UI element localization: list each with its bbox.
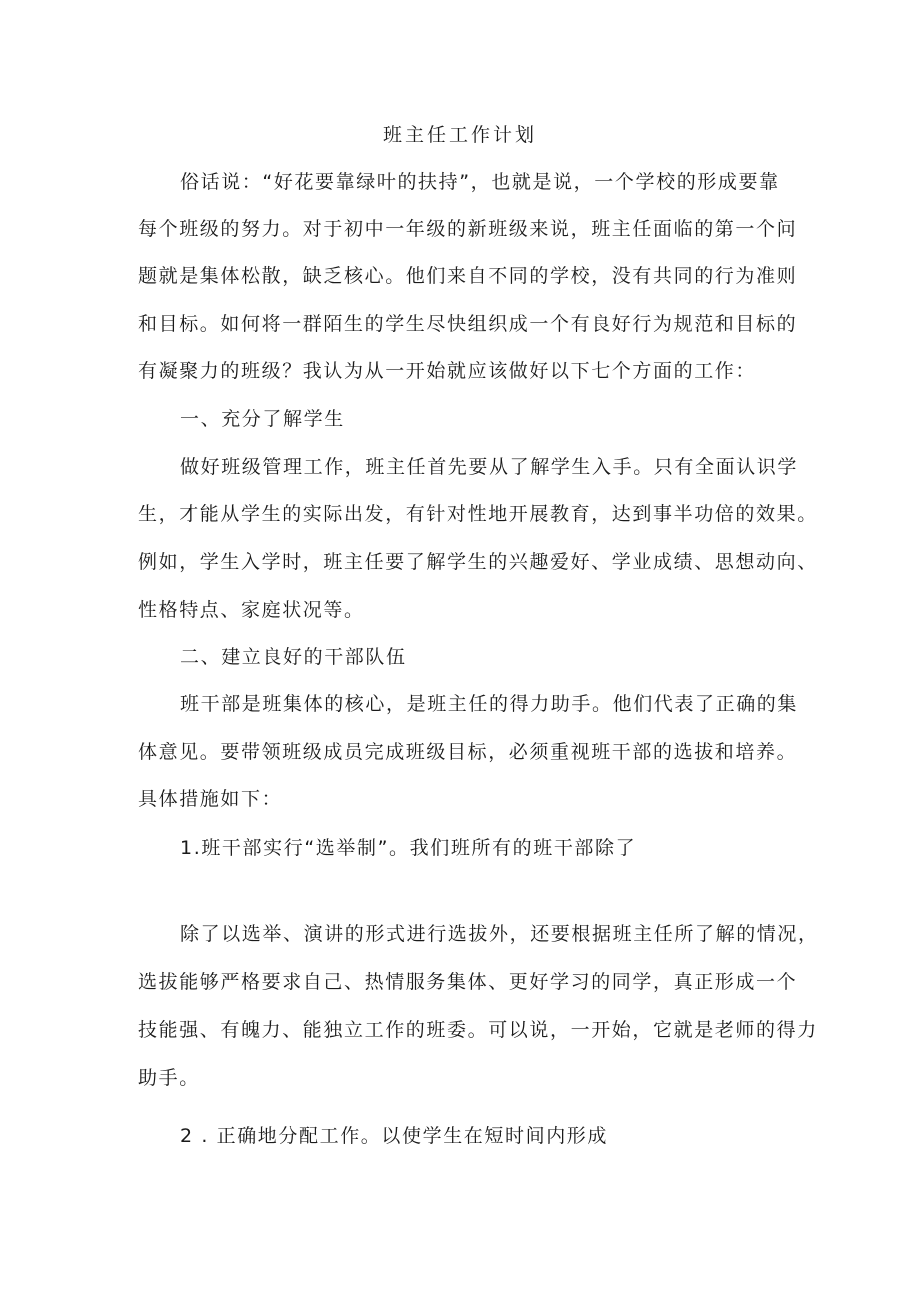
paragraph-line: 选拔能够严格要求自己、热情服务集体、更好学习的同学，真正形成一个: [138, 971, 798, 993]
paragraph-line: 做好班级管理工作，班主任首先要从了解学生入手。只有全面认识学: [180, 456, 799, 478]
list-item: 1.班干部实行“选举制”。我们班所有的班干部除了: [180, 837, 637, 859]
paragraph-line: 每个班级的努力。对于初中一年级的新班级来说，班主任面临的第一个问: [138, 218, 798, 240]
paragraph-line: 班干部是班集体的核心，是班主任的得力助手。他们代表了正确的集: [180, 693, 799, 715]
paragraph-line: 技能强、有魄力、能独立工作的班委。可以说，一开始，它就是老师的得力: [138, 1019, 818, 1041]
paragraph-line: 具体措施如下：: [138, 788, 283, 810]
list-item: 2 . 正确地分配工作。以使学生在短时间内形成: [180, 1125, 609, 1147]
paragraph-line: 除了以选举、演讲的形式进行选拔外，还要根据班主任所了解的情况，: [180, 923, 819, 945]
paragraph-line: 题就是集体松散，缺乏核心。他们来自不同的学校，没有共同的行为准则: [138, 265, 798, 287]
section-heading: 二、建立良好的干部队伍: [180, 646, 407, 668]
paragraph-line: 生，才能从学生的实际出发，有针对性地开展教育，达到事半功倍的效果。: [138, 503, 818, 525]
paragraph-line: 体意见。要带领班级成员完成班级目标，必须重视班干部的选拔和培养。: [138, 741, 798, 763]
paragraph-line: 例如，学生入学时，班主任要了解学生的兴趣爱好、学业成绩、思想动向、: [138, 551, 818, 573]
paragraph-line: 性格特点、家庭状况等。: [138, 599, 365, 621]
paragraph-line: 有凝聚力的班级？我认为从一开始就应该做好以下七个方面的工作：: [138, 360, 757, 382]
section-heading: 一、充分了解学生: [180, 408, 345, 430]
document-title: 班主任工作计划: [382, 124, 537, 146]
paragraph-line: 俗话说：“好花要靠绿叶的扶持”，也就是说，一个学校的形成要靠: [180, 171, 780, 193]
paragraph-line: 助手。: [138, 1067, 200, 1089]
paragraph-line: 和目标。如何将一群陌生的学生尽快组织成一个有良好行为规范和目标的: [138, 313, 798, 335]
